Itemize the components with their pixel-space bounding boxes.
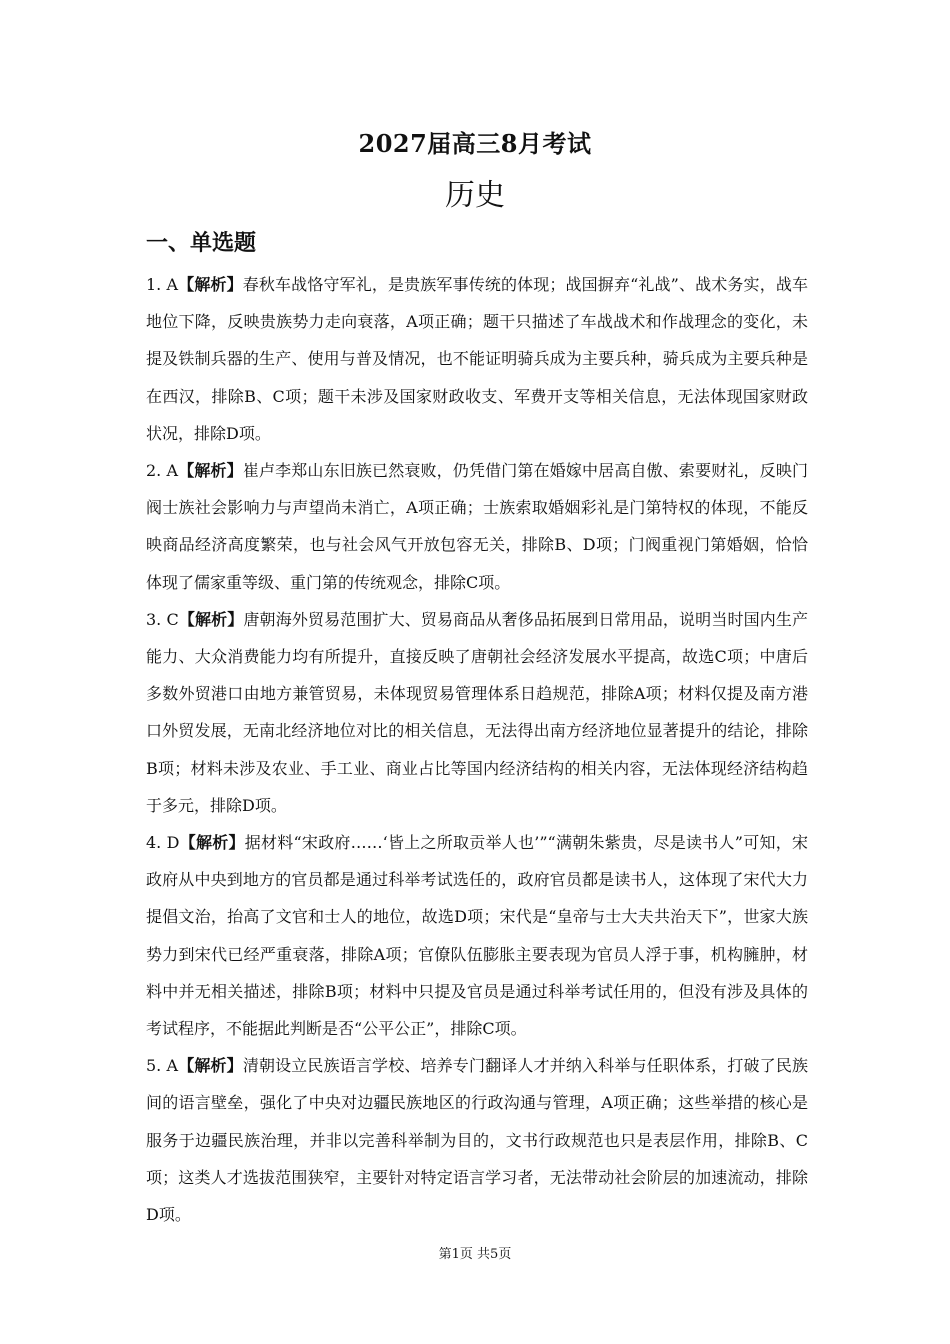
analysis-tag: 【解析】 [179, 833, 245, 853]
question-text: 春秋车战恪守军礼，是贵族军事传统的体现；战国摒弃“礼战”、战术务实，战车地位下降，反映贵族势力走向衰落，A项正确；题干只描述了车战战术和作战理念的变化，未提及铁制兵器的生产、使用与普及情况，也不能证明骑兵成为主要兵种，骑兵成为主要兵种是在西汉，排除B、C项；题干未涉及国家财政收支、军费开支等相关信息，无法体现国家财政状况，排除D项。 [146, 275, 808, 443]
question-3 [146, 601, 808, 824]
page-footer: 第1页 共5页 [438, 1247, 512, 1262]
question-text: 崔卢李郑山东旧族已然衰败，仍凭借门第在婚嫁中居高自傲、索要财礼，反映门阀士族社会影响力与声望尚未消亡，A项正确；士族索取婚姻彩礼是门第特权的体现，不能反映商品经济高度繁荣，也与社会风气开放包容无关，排除B、D项；门阀重视门第婚姻，恰恰体现了儒家重等级、重门第的传统观念，排除C项。 [146, 461, 808, 592]
analysis-tag: 【解析】 [178, 461, 243, 481]
question-2 [146, 452, 808, 601]
question-4 [146, 824, 808, 1047]
analysis-tag: 【解析】 [178, 275, 243, 294]
subject-title: 历史 [445, 178, 505, 213]
analysis-tag: 【解析】 [178, 1056, 243, 1076]
question-number: 5. A [146, 1056, 179, 1076]
question-text: 据材料“宋政府……‘皆上之所取贡举人也’”“满朝朱紫贵，尽是读书人”可知，宋政府从中央到地方的官员都是通过科举考试选任的，政府官员都是读书人，这体现了宋代大力提倡文治，抬高了文官和士人的地位，故选D项；宋代是“皇帝与士大夫共治天下”，世家大族势力到宋代已经严重衰落，排除A项；官僚队伍膨胀主要表现为官员人浮于事，机构臃肿，材料中并无相关描述，排除B项；材料中只提及官员是通过科举考试任用的，但没有涉及具体的考试程序，不能据此判断是否“公平公正”，排除C项。 [146, 833, 808, 1039]
exam-title: 2027届高三8月考试 [358, 129, 592, 158]
question-number: 2. A [146, 461, 179, 481]
question-5 [146, 1047, 808, 1233]
question-1 [146, 266, 808, 452]
question-number: 4. D [146, 833, 180, 853]
question-text: 唐朝海外贸易范围扩大、贸易商品从奢侈品拓展到日常用品，说明当时国内生产能力、大众消费能力均有所提升，直接反映了唐朝社会经济发展水平提高，故选C项；中唐后多数外贸港口由地方兼管贸易，未体现贸易管理体系日趋规范，排除A项；材料仅提及南方港口外贸发展，无南北经济地位对比的相关信息，无法得出南方经济地位显著提升的结论，排除B项；材料未涉及农业、手工业、商业占比等国内经济结构的相关内容，无法体现经济结构趋于多元，排除D项。 [146, 609, 808, 815]
question-number: 1. A [146, 275, 179, 294]
section-heading: 一、单选题 [146, 230, 257, 256]
question-text: 清朝设立民族语言学校、培养专门翻译人才并纳入科举与任职体系，打破了民族间的语言壁垒，强化了中央对边疆民族地区的行政沟通与管理，A项正确；这些举措的核心是服务于边疆民族治理，并非以完善科举制为目的，文书行政规范也只是表层作用，排除B、C项；这类人才选拔范围狭窄，主要针对特定语言学习者，无法带动社会阶层的加速流动，排除D项。 [146, 1056, 808, 1225]
question-number: 3. C [146, 609, 179, 629]
analysis-tag: 【解析】 [178, 609, 244, 629]
question-list [146, 266, 808, 1233]
